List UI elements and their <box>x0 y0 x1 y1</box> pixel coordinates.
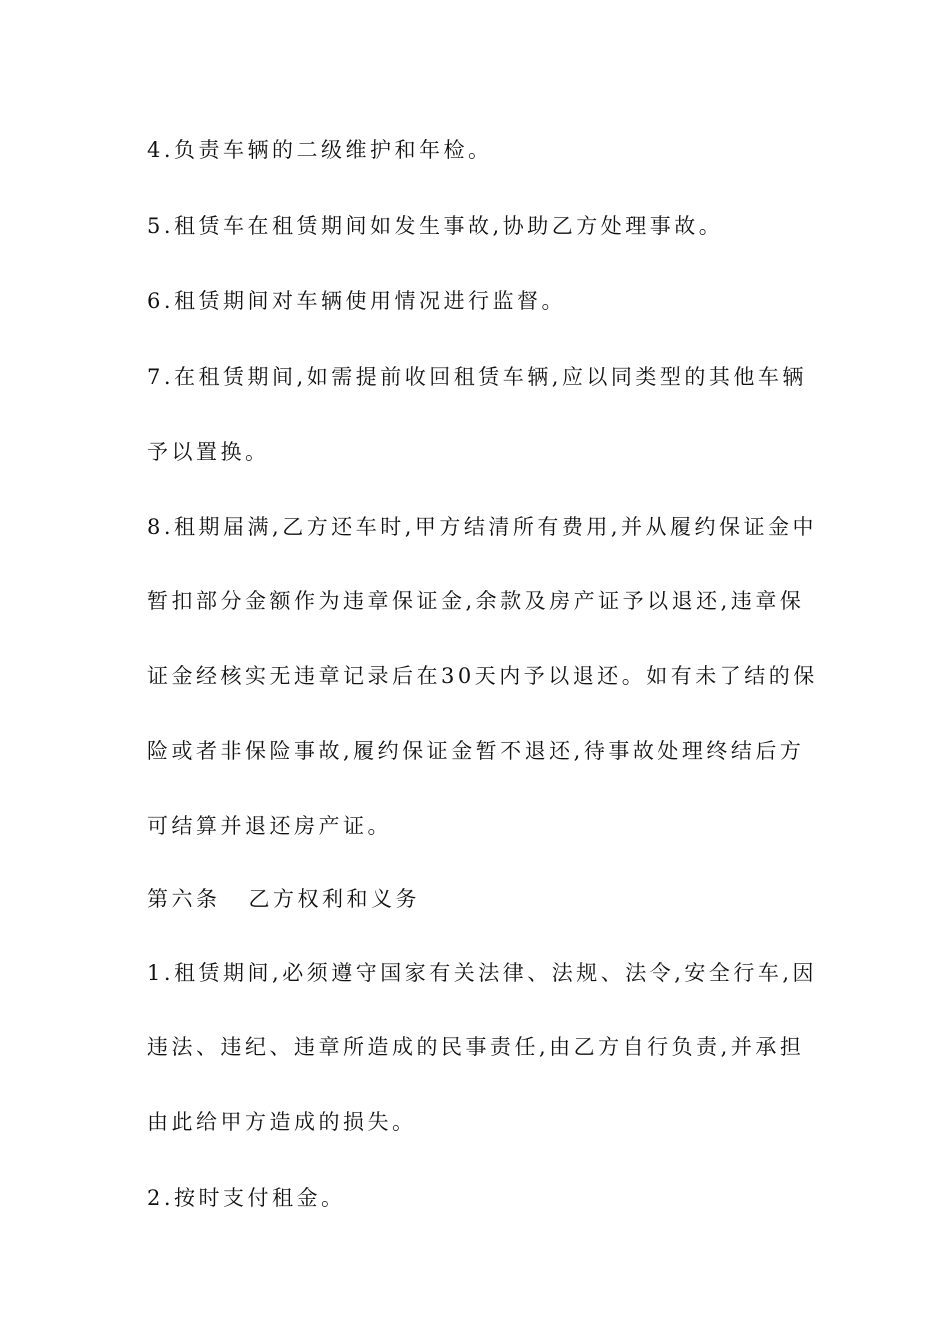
paragraph-line: 7.在租赁期间,如需提前收回租赁车辆,应以同类型的其他车辆 <box>147 365 807 389</box>
paragraph-line: 2.按时支付租金。 <box>147 1186 346 1210</box>
paragraph-line: 6.租赁期间对车辆使用情况进行监督。 <box>147 289 567 313</box>
paragraph-line: 予以置换。 <box>147 440 270 464</box>
paragraph-line: 8.租期届满,乙方还车时,甲方结清所有费用,并从履约保证金中 <box>147 515 818 539</box>
paragraph-line: 可结算并退还房产证。 <box>147 814 392 838</box>
section-title: 乙方权利和义务 <box>248 887 420 911</box>
paragraph-line: 证金经核实无违章记录后在30天内予以退还。如有未了结的保 <box>147 664 818 688</box>
paragraph-line: 由此给甲方造成的损失。 <box>147 1110 417 1134</box>
paragraph-line: 5.租赁车在租赁期间如发生事故,协助乙方处理事故。 <box>147 214 724 238</box>
paragraph-line: 违法、违纪、违章所造成的民事责任,由乙方自行负责,并承担 <box>147 1035 805 1059</box>
paragraph-line: 1.租赁期间,必须遵守国家有关法律、法规、法令,安全行车,因 <box>147 961 818 985</box>
paragraph-line: 暂扣部分金额作为违章保证金,余款及房产证予以退还,违章保 <box>147 589 805 613</box>
section-heading <box>147 883 420 915</box>
paragraph-line: 险或者非保险事故,履约保证金暂不退还,待事故处理终结后方 <box>147 739 805 763</box>
paragraph-line: 4.负责车辆的二级维护和年检。 <box>147 138 493 162</box>
section-number: 第六条 <box>147 887 221 911</box>
